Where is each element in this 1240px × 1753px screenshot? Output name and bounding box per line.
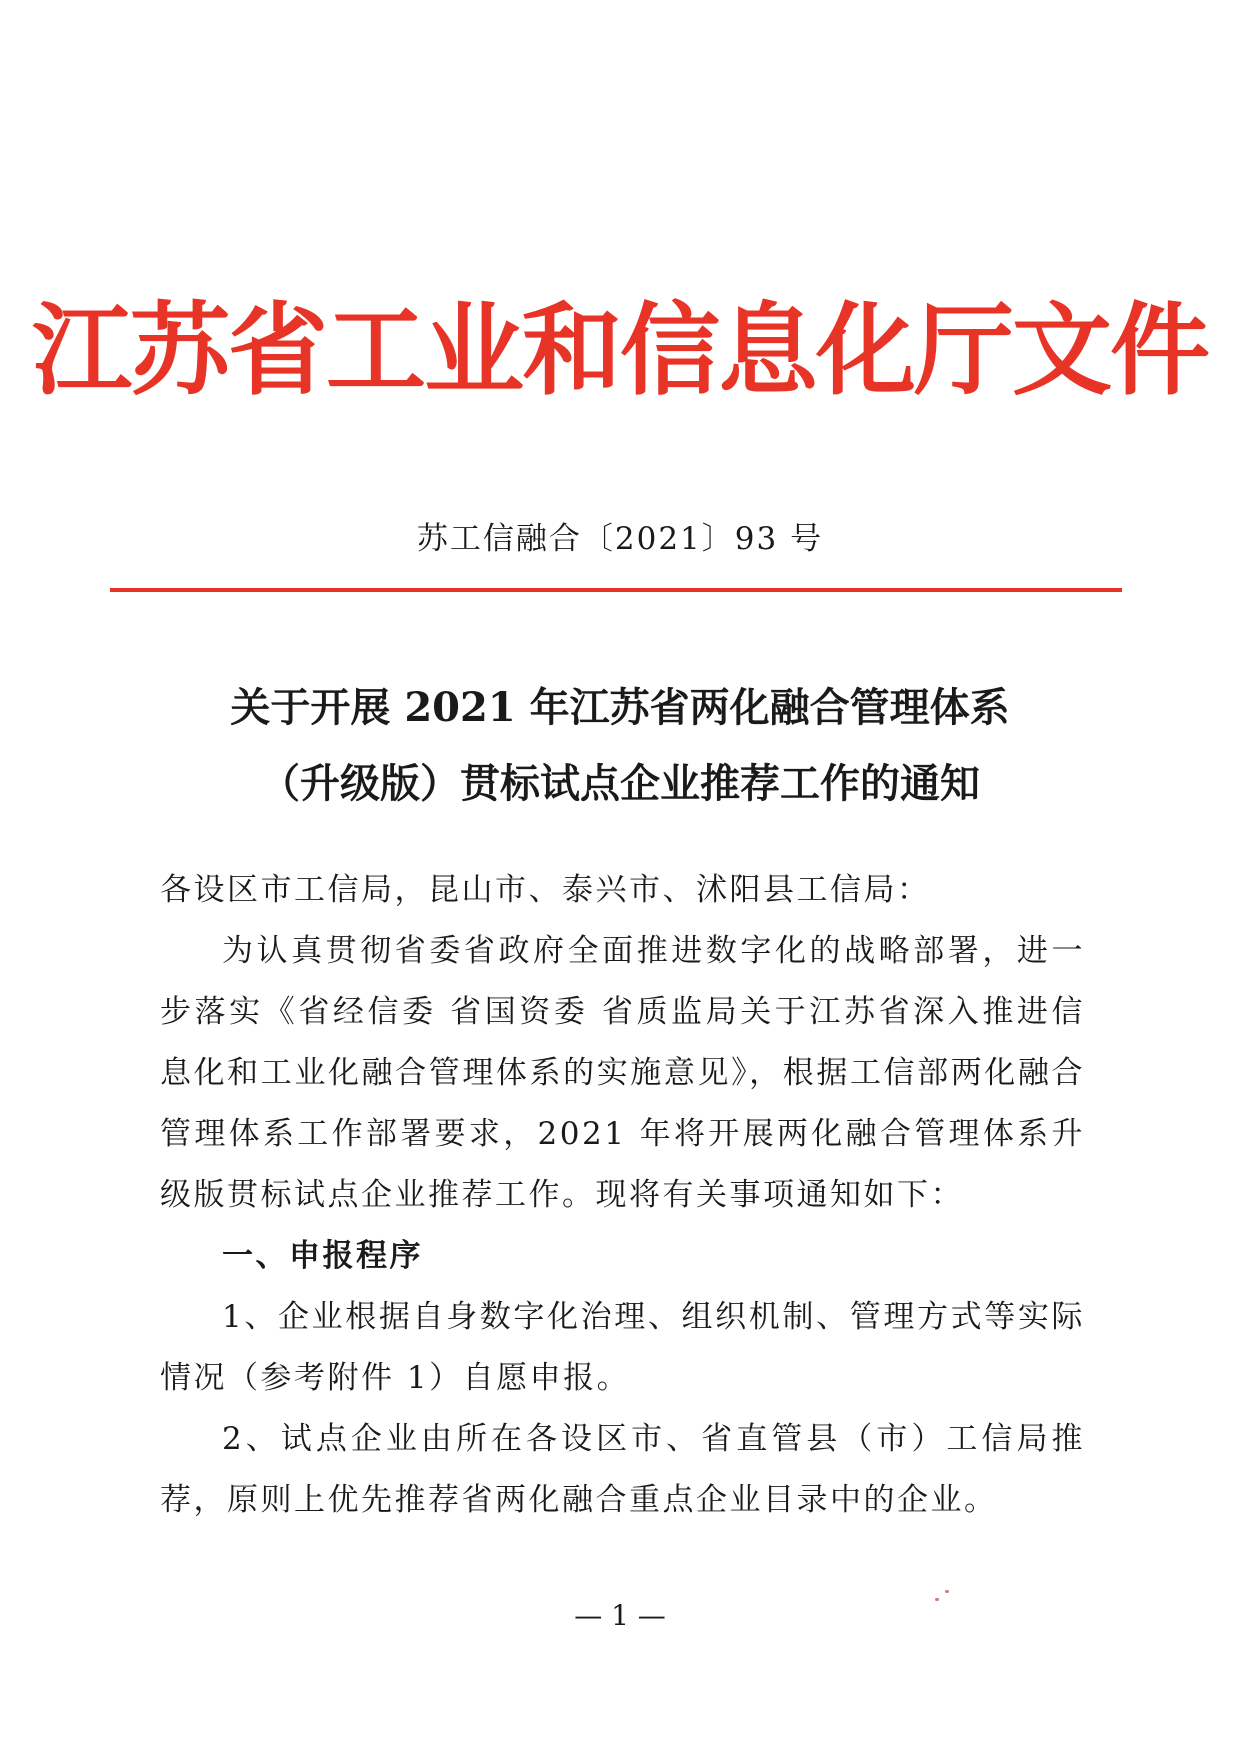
masthead-title: 江苏省工业和信息化厅文件 <box>32 291 1208 409</box>
notice-title-line-2: （升级版）贯标试点企业推荐工作的通知 <box>260 760 980 807</box>
section-heading-application-procedure: 一、申报程序 <box>222 1238 423 1274</box>
addressee: 各设区市工信局，昆山市、泰兴市、沭阳县工信局： <box>160 872 931 908</box>
procedure-item-1: 1、企业根据自身数字化治理、组织机制、管理方式等实际情况（参考附件 1）自愿申报。 <box>160 1299 1085 1396</box>
document-number: 苏工信融合〔2021〕93 号 <box>416 521 824 557</box>
notice-title <box>0 670 1240 822</box>
page-number: — 1 — <box>574 1599 666 1632</box>
red-divider-line <box>110 588 1122 592</box>
scan-speck <box>935 1598 939 1601</box>
notice-title-line-1: 关于开展 2021 年江苏省两化融合管理体系 <box>230 684 1010 731</box>
scan-speck <box>945 1590 949 1593</box>
intro-paragraph: 为认真贯彻省委省政府全面推进数字化的战略部署，进一步落实《省经信委 省国资委 省质监局关于江苏省深入推进信息化和工业化融合管理体系的实施意见》，根据工信部两化融合管理体系工作部署要求，2021 年将开展两化融合管理体系升级版贯标试点企业推荐工作。现将有关事项通知如下： <box>160 933 1085 1213</box>
procedure-item-2: 2、试点企业由所在各设区市、省直管县（市）工信局推荐，原则上优先推荐省两化融合重点企业目录中的企业。 <box>160 1421 1085 1518</box>
document-body <box>160 860 1085 1531</box>
